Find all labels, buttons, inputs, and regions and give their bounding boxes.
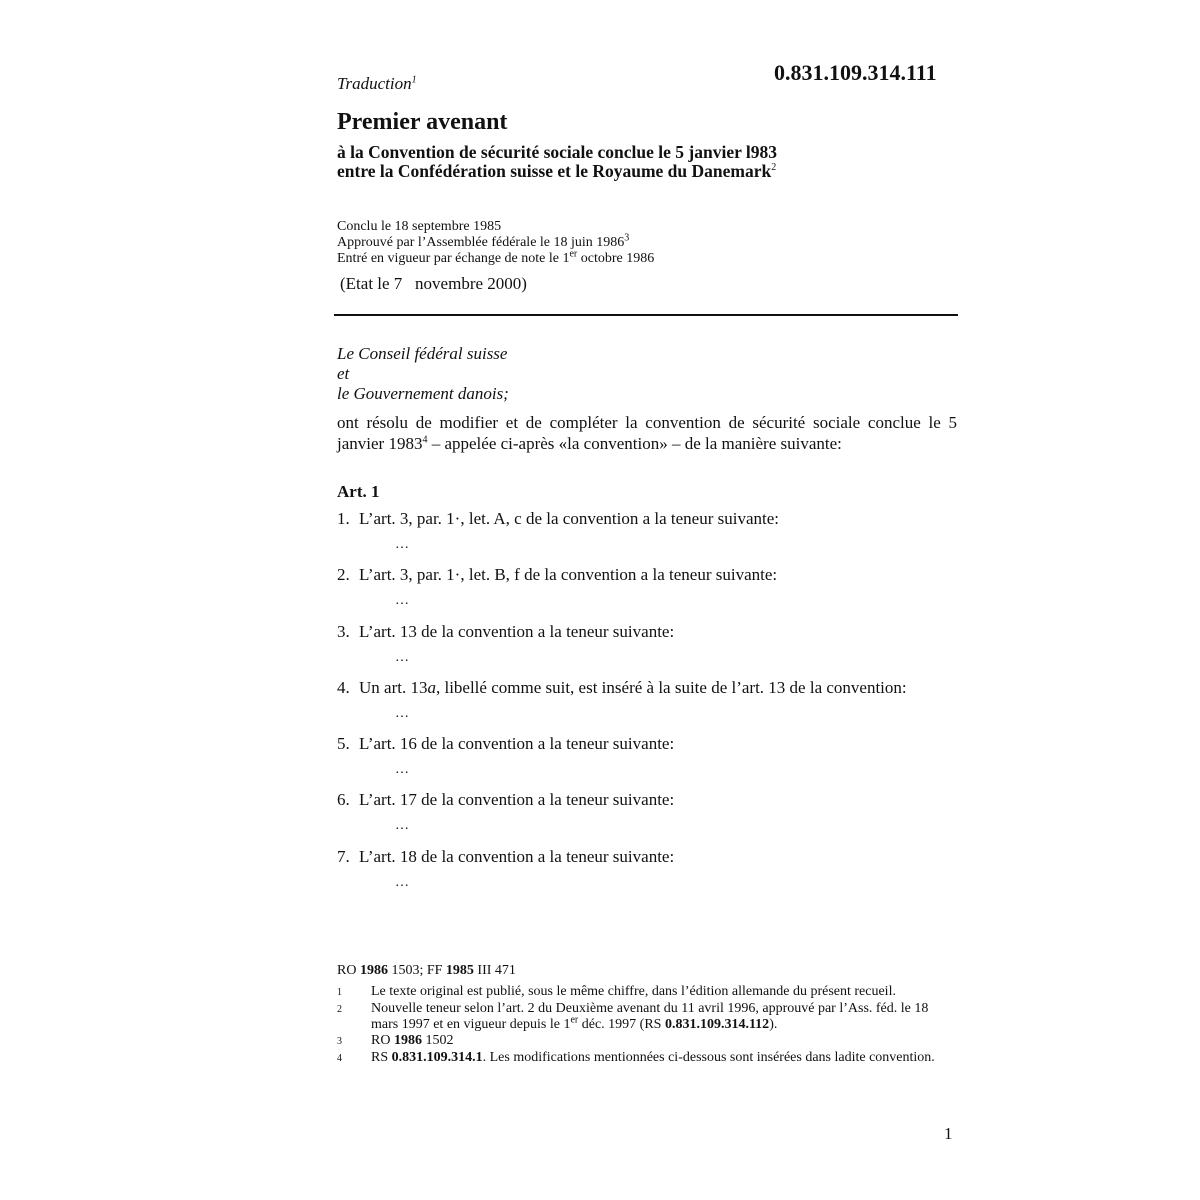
document-metadata: Conclu le 18 septembre 1985 Approuvé par l’Assemblée fédérale le 18 juin 1986$^3$ Entré en vigueur par échange de note le 1er octobre 1986 — [337, 219, 655, 266]
translation-label: Traduction$^1$ — [337, 74, 417, 93]
document-title: Premier avenant — [337, 109, 508, 135]
document-subtitle: à la Convention de sécurité sociale conclue le 5 janvier l983 entre la Confédération suisse et le Royaume du Danemark$^2$ — [337, 142, 778, 181]
footnote: 3 RO 1986 1502 — [337, 1033, 454, 1048]
list-item: 4. Un art. 13a, libellé comme suit, est inséré à la suite de l’art. 13 de la convention: … — [337, 677, 907, 721]
contracting-parties: Le Conseil fédéral suisse et le Gouvernement danois; — [337, 344, 509, 403]
footnote-ref[interactable]: 4 — [422, 434, 428, 446]
footnote: 1 Le texte original est publié, sous le même chiffre, dans l’édition allemande du présent recueil. — [337, 984, 896, 999]
article-title: Art. 1 — [337, 482, 380, 501]
article-items — [337, 509, 957, 903]
footnote: 2 Nouvelle teneur selon l’art. 2 du Deuxième avenant du 11 avril 1996, approuvé par l’Ass. féd. le 18 mars 1997 et en vigueur depuis le 1er déc. 1997 (RS 0.831.109.314.112). — [337, 1001, 929, 1032]
list-item: 7. L’art. 18 de la convention a la teneur suivante: … — [337, 846, 675, 890]
footnote: 4 RS 0.831.109.314.1. Les modifications mentionnées ci-dessous sont insérées dans ladite convention. — [337, 1050, 935, 1065]
footnote-ref[interactable]: 3 — [624, 232, 630, 244]
publication-reference: RO 1986 1503; FF 1985 III 471 — [337, 963, 516, 978]
list-item: 5. L’art. 16 de la convention a la teneur suivante: … — [337, 734, 675, 778]
list-item: 6. L’art. 17 de la convention a la teneur suivante: … — [337, 790, 675, 834]
status-date: (Etat le 7 novembre 2000) — [340, 274, 527, 293]
preamble: ont résolu de modifier et de compléter la convention de sécurité sociale conclue le 5 janvier 1983$^4$ – appelée ci-après «la convention» – de la manière suivante: — [337, 413, 957, 453]
footnote-ref[interactable]: 2 — [771, 162, 777, 174]
list-item: 3. L’art. 13 de la convention a la teneur suivante: … — [337, 621, 675, 665]
footnote-ref[interactable]: 1 — [411, 74, 417, 86]
list-item: 2. L’art. 3, par. 1·, let. B, f de la convention a la teneur suivante: … — [337, 565, 778, 609]
footnotes — [337, 984, 957, 1067]
divider — [334, 314, 958, 316]
page-number: 1 — [944, 1124, 953, 1143]
list-item: 1. L’art. 3, par. 1·, let. A, c de la convention a la teneur suivante: … — [337, 509, 779, 552]
rs-number: 0.831.109.314.111 — [774, 60, 937, 85]
